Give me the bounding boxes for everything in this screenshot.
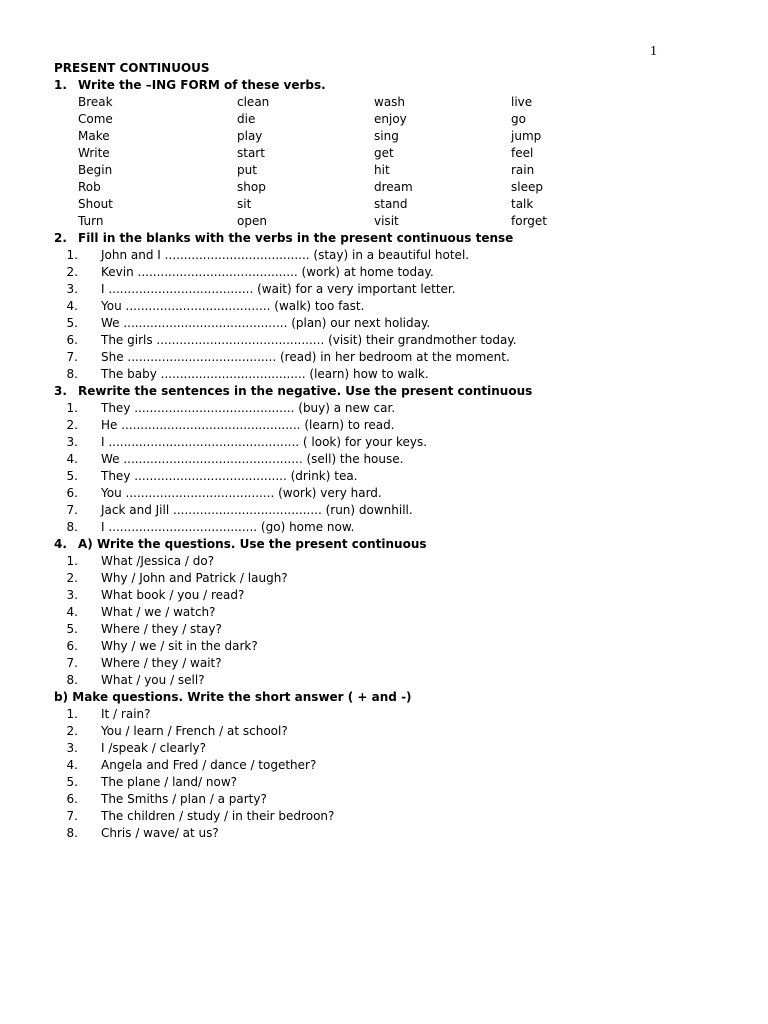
verb-cell: Begin	[78, 163, 113, 177]
verb-cell: clean	[237, 95, 270, 109]
item-text: She ....................................... (read) in her bedroom at the moment.	[101, 350, 510, 364]
section-heading-text: Rewrite the sentences in the negative. Use the present continuous	[78, 384, 533, 398]
verb-cell: forget	[511, 214, 547, 228]
verb-cell: die	[237, 112, 256, 126]
item-number: 3.	[66, 588, 78, 602]
verb-cell: live	[511, 95, 533, 109]
item-text: John and I ...................................... (stay) in a beautiful hotel.	[101, 248, 470, 262]
list-item	[54, 468, 734, 485]
item-text: I ...................................... (wait) for a very important letter.	[101, 282, 456, 296]
item-number: 1.	[66, 554, 78, 568]
list-item	[54, 247, 734, 264]
list-item	[54, 519, 734, 536]
item-number: 7.	[66, 503, 78, 517]
section-3-list	[54, 400, 734, 536]
item-number: 4.	[66, 758, 78, 772]
verb-cell: enjoy	[374, 112, 407, 126]
verb-cell: sing	[374, 129, 399, 143]
verb-row	[54, 128, 734, 145]
list-item	[54, 485, 734, 502]
list-item	[54, 434, 734, 451]
verb-row	[54, 94, 734, 111]
verb-cell: Break	[78, 95, 113, 109]
list-item	[54, 553, 734, 570]
list-item	[54, 570, 734, 587]
section-number: 3.	[54, 384, 67, 398]
verb-cell: play	[237, 129, 263, 143]
list-item	[54, 298, 734, 315]
item-number: 1.	[66, 401, 78, 415]
list-item	[54, 757, 734, 774]
list-item	[54, 366, 734, 383]
item-text: We ........................................... (plan) our next holiday.	[101, 316, 431, 330]
verb-row	[54, 145, 734, 162]
list-item	[54, 791, 734, 808]
verb-cell: shop	[237, 180, 266, 194]
item-number: 8.	[66, 826, 78, 840]
page-number: 1	[650, 44, 657, 59]
item-text: I .................................................. ( look) for your keys.	[101, 435, 428, 449]
list-item	[54, 740, 734, 757]
item-number: 6.	[66, 486, 78, 500]
verb-row	[54, 196, 734, 213]
verb-cell: go	[511, 112, 526, 126]
item-number: 4.	[66, 452, 78, 466]
item-number: 7.	[66, 350, 78, 364]
item-number: 6.	[66, 639, 78, 653]
section-number: 2.	[54, 231, 67, 245]
item-number: 4.	[66, 299, 78, 313]
item-text: The baby ...................................... (learn) how to walk.	[101, 367, 429, 381]
item-number: 2.	[66, 418, 78, 432]
verb-cell: get	[374, 146, 394, 160]
section-2-list	[54, 247, 734, 383]
list-item	[54, 655, 734, 672]
item-number: 3.	[66, 741, 78, 755]
item-text: What / you / sell?	[101, 673, 205, 687]
list-item	[54, 604, 734, 621]
list-item	[54, 400, 734, 417]
list-item	[54, 723, 734, 740]
item-text: Where / they / wait?	[101, 656, 222, 670]
item-text: We ............................................... (sell) the house.	[101, 452, 404, 466]
item-text: You ....................................... (work) very hard.	[101, 486, 382, 500]
list-item	[54, 417, 734, 434]
item-text: They .......................................... (buy) a new car.	[101, 401, 396, 415]
item-text: You ...................................... (walk) too fast.	[101, 299, 365, 313]
section-number: 4.	[54, 537, 67, 551]
list-item	[54, 774, 734, 791]
item-text: Why / we / sit in the dark?	[101, 639, 258, 653]
list-item	[54, 621, 734, 638]
list-item	[54, 281, 734, 298]
verb-cell: sleep	[511, 180, 543, 194]
item-number: 5.	[66, 622, 78, 636]
list-item	[54, 264, 734, 281]
item-text: You / learn / French / at school?	[101, 724, 288, 738]
section-number: 1.	[54, 78, 67, 92]
list-item	[54, 502, 734, 519]
item-text: Angela and Fred / dance / together?	[101, 758, 317, 772]
item-text: Chris / wave/ at us?	[101, 826, 219, 840]
verb-cell: Shout	[78, 197, 113, 211]
verb-cell: Rob	[78, 180, 101, 194]
item-number: 1.	[66, 707, 78, 721]
item-text: What /Jessica / do?	[101, 554, 215, 568]
item-text: The plane / land/ now?	[101, 775, 237, 789]
item-text: The Smiths / plan / a party?	[101, 792, 267, 806]
verb-cell: jump	[511, 129, 542, 143]
worksheet-title: PRESENT CONTINUOUS	[54, 61, 210, 75]
verb-cell: open	[237, 214, 267, 228]
section-4b-heading: b) Make questions. Write the short answer ( + and -)	[54, 690, 412, 704]
item-text: I ....................................... (go) home now.	[101, 520, 355, 534]
item-number: 5.	[66, 316, 78, 330]
item-text: Where / they / stay?	[101, 622, 222, 636]
section-4a-list	[54, 553, 734, 689]
item-number: 4.	[66, 605, 78, 619]
list-item	[54, 825, 734, 842]
list-item	[54, 808, 734, 825]
item-number: 6.	[66, 333, 78, 347]
verb-row	[54, 179, 734, 196]
verb-cell: dream	[374, 180, 413, 194]
verb-cell: Write	[78, 146, 110, 160]
item-number: 7.	[66, 809, 78, 823]
item-text: What book / you / read?	[101, 588, 245, 602]
item-number: 8.	[66, 520, 78, 534]
verb-row	[54, 162, 734, 179]
verb-row	[54, 111, 734, 128]
item-text: He ............................................... (learn) to read.	[101, 418, 395, 432]
item-number: 8.	[66, 367, 78, 381]
item-number: 5.	[66, 775, 78, 789]
verb-cell: sit	[237, 197, 252, 211]
item-number: 8.	[66, 673, 78, 687]
verb-cell: feel	[511, 146, 534, 160]
verb-cell: Make	[78, 129, 110, 143]
verb-cell: wash	[374, 95, 406, 109]
list-item	[54, 706, 734, 723]
item-number: 7.	[66, 656, 78, 670]
section-4b-list	[54, 706, 734, 842]
item-number: 3.	[66, 282, 78, 296]
section-1-heading	[54, 77, 734, 94]
verb-cell: Turn	[78, 214, 104, 228]
item-text: Jack and Jill ....................................... (run) downhill.	[101, 503, 413, 517]
verb-cell: visit	[374, 214, 399, 228]
list-item	[54, 451, 734, 468]
list-item	[54, 587, 734, 604]
item-text: The children / study / in their bedroon?	[101, 809, 335, 823]
item-text: I /speak / clearly?	[101, 741, 207, 755]
item-number: 5.	[66, 469, 78, 483]
verb-cell: stand	[374, 197, 408, 211]
verb-cell: talk	[511, 197, 534, 211]
item-text: It / rain?	[101, 707, 151, 721]
item-number: 1.	[66, 248, 78, 262]
list-item	[54, 349, 734, 366]
item-number: 2.	[66, 571, 78, 585]
section-heading-text: Write the –ING FORM of these verbs.	[78, 78, 326, 92]
list-item	[54, 638, 734, 655]
item-number: 2.	[66, 265, 78, 279]
item-text: The girls ............................................ (visit) their grandmother today.	[101, 333, 517, 347]
section-2-heading	[54, 230, 734, 247]
verb-cell: put	[237, 163, 257, 177]
item-text: Kevin .......................................... (work) at home today.	[101, 265, 434, 279]
list-item	[54, 315, 734, 332]
worksheet-content	[54, 60, 734, 842]
section-heading-text: A) Write the questions. Use the present continuous	[78, 537, 427, 551]
verb-cell: Come	[78, 112, 113, 126]
section-heading-text: Fill in the blanks with the verbs in the present continuous tense	[78, 231, 514, 245]
item-number: 3.	[66, 435, 78, 449]
item-text: What / we / watch?	[101, 605, 216, 619]
item-number: 2.	[66, 724, 78, 738]
item-text: Why / John and Patrick / laugh?	[101, 571, 288, 585]
list-item	[54, 332, 734, 349]
item-text: They ........................................ (drink) tea.	[101, 469, 358, 483]
verb-cell: hit	[374, 163, 390, 177]
section-3-heading	[54, 383, 734, 400]
verb-row	[54, 213, 734, 230]
item-number: 6.	[66, 792, 78, 806]
verb-cell: rain	[511, 163, 535, 177]
verb-cell: start	[237, 146, 265, 160]
section-4a-heading	[54, 536, 734, 553]
list-item	[54, 672, 734, 689]
verb-table	[54, 94, 734, 230]
